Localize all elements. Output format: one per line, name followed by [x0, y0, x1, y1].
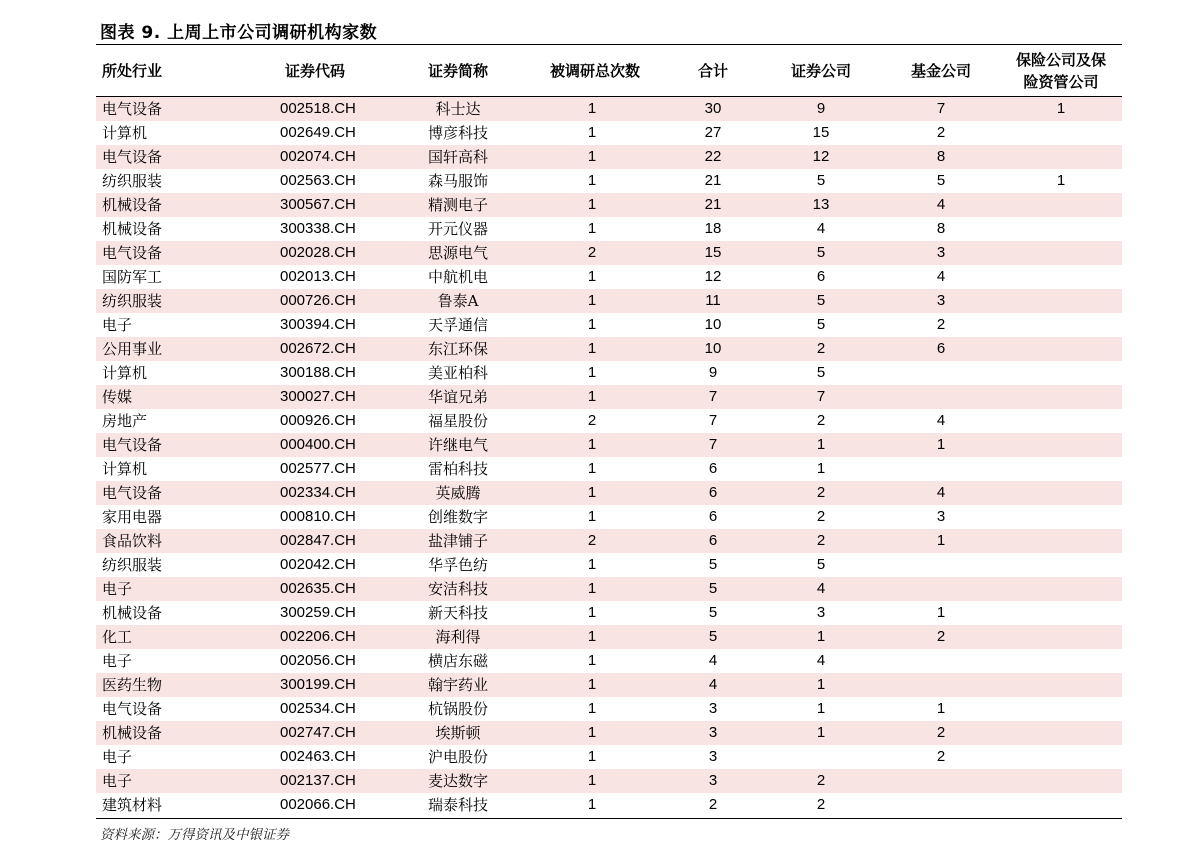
- cell-insurance: [1021, 385, 1101, 409]
- cell-fund: 2: [936, 316, 946, 333]
- cell-times: 1: [587, 724, 597, 741]
- cell-name: 科士达: [435, 100, 481, 118]
- cell-industry: 电子: [102, 772, 133, 790]
- cell-insurance: [1021, 457, 1101, 481]
- cell-total: 4: [708, 652, 718, 669]
- table-row: [96, 529, 1122, 553]
- cell-insurance: [1021, 433, 1101, 457]
- cell-total: 30: [704, 100, 722, 117]
- cell-industry: 食品饮料: [102, 532, 163, 550]
- cell-times: 1: [587, 220, 597, 237]
- cell-insurance: [1021, 553, 1101, 577]
- cell-times: 1: [587, 628, 597, 645]
- cell-name: 沪电股份: [427, 748, 488, 766]
- cell-fund: 2: [936, 748, 946, 765]
- table-row: [96, 481, 1122, 505]
- cell-securities: 1: [816, 436, 826, 453]
- cell-securities: 2: [816, 772, 826, 789]
- cell-name: 麦达数字: [427, 772, 488, 790]
- table-row: [96, 793, 1122, 817]
- cell-total: 11: [705, 292, 721, 309]
- cell-code: 002747.CH: [280, 724, 356, 741]
- cell-code: 002056.CH: [280, 652, 356, 669]
- cell-total: 22: [704, 148, 722, 165]
- cell-securities: 5: [816, 364, 826, 381]
- cell-insurance: [1021, 289, 1101, 313]
- cell-name: 雷柏科技: [427, 460, 488, 478]
- cell-insurance: [1021, 673, 1101, 697]
- cell-total: 9: [708, 364, 718, 381]
- cell-fund: [901, 553, 981, 577]
- cell-industry: 传媒: [102, 388, 133, 406]
- cell-total: 5: [708, 580, 718, 597]
- cell-name: 创维数字: [427, 508, 488, 526]
- cell-securities: 12: [812, 148, 830, 165]
- cell-fund: [901, 361, 981, 385]
- table-row: [96, 625, 1122, 649]
- table-row: [96, 97, 1122, 121]
- cell-total: 5: [708, 604, 718, 621]
- cell-total: 7: [708, 388, 718, 405]
- cell-industry: 电气设备: [102, 436, 163, 454]
- cell-total: 18: [704, 220, 722, 237]
- cell-times: 1: [587, 100, 597, 117]
- table-bottom-rule: [96, 818, 1122, 819]
- header-times: 被调研总次数: [549, 62, 640, 80]
- cell-fund: 1: [936, 604, 946, 621]
- cell-code: 300199.CH: [280, 676, 356, 693]
- cell-fund: [901, 649, 981, 673]
- cell-times: 1: [587, 700, 597, 717]
- cell-code: 002518.CH: [280, 100, 356, 117]
- cell-times: 1: [587, 196, 597, 213]
- cell-total: 3: [708, 700, 718, 717]
- cell-total: 21: [704, 172, 722, 189]
- cell-securities: 1: [816, 724, 826, 741]
- cell-securities: 15: [812, 124, 830, 141]
- cell-name: 华谊兄弟: [427, 388, 488, 406]
- table-row: [96, 169, 1122, 193]
- header-insurance: 保险公司及保 险资管公司: [1015, 51, 1106, 91]
- table-row: [96, 241, 1122, 265]
- cell-name: 翰宇药业: [427, 676, 488, 694]
- cell-times: 1: [587, 172, 597, 189]
- cell-name: 英威腾: [435, 484, 481, 502]
- cell-securities: 1: [816, 700, 826, 717]
- cell-name: 思源电气: [427, 244, 488, 262]
- cell-name: 埃斯顿: [435, 724, 481, 742]
- figure-title: 图表 9. 上周上市公司调研机构家数: [100, 23, 378, 43]
- cell-total: 12: [704, 268, 722, 285]
- cell-times: 1: [587, 364, 597, 381]
- cell-name: 福星股份: [427, 412, 488, 430]
- cell-insurance: [1021, 745, 1101, 769]
- cell-insurance: [1021, 409, 1101, 433]
- table-row: [96, 217, 1122, 241]
- cell-name: 森马服饰: [427, 172, 488, 190]
- header-securities: 证券公司: [790, 62, 851, 80]
- source-note: 资料来源：万得资讯及中银证券: [100, 827, 289, 843]
- cell-code: 300338.CH: [280, 220, 356, 237]
- cell-times: 1: [587, 292, 597, 309]
- cell-industry: 建筑材料: [102, 796, 163, 814]
- cell-insurance: [1021, 313, 1101, 337]
- table-row: [96, 145, 1122, 169]
- cell-total: 5: [708, 628, 718, 645]
- cell-fund: 4: [936, 484, 946, 501]
- cell-code: 300027.CH: [280, 388, 356, 405]
- cell-fund: 3: [936, 508, 946, 525]
- cell-total: 5: [708, 556, 718, 573]
- cell-total: 6: [708, 460, 718, 477]
- cell-total: 10: [704, 316, 722, 333]
- cell-fund: 2: [936, 724, 946, 741]
- cell-times: 1: [587, 268, 597, 285]
- cell-securities: 5: [816, 316, 826, 333]
- cell-times: 1: [587, 604, 597, 621]
- cell-industry: 机械设备: [102, 196, 163, 214]
- cell-fund: 4: [936, 268, 946, 285]
- cell-insurance: [1021, 241, 1101, 265]
- cell-securities: 2: [816, 340, 826, 357]
- table-body: [96, 97, 1122, 817]
- cell-industry: 机械设备: [102, 604, 163, 622]
- cell-total: 3: [708, 748, 718, 765]
- cell-name: 东江环保: [427, 340, 488, 358]
- cell-name: 海利得: [435, 628, 481, 646]
- cell-code: 002042.CH: [280, 556, 356, 573]
- cell-times: 2: [587, 532, 597, 549]
- cell-name: 开元仪器: [427, 220, 488, 238]
- cell-insurance: 1: [1056, 100, 1066, 117]
- cell-times: 1: [587, 652, 597, 669]
- cell-securities: 2: [816, 532, 826, 549]
- cell-industry: 机械设备: [102, 220, 163, 238]
- cell-code: 300394.CH: [280, 316, 356, 333]
- cell-fund: 4: [936, 196, 946, 213]
- header-code: 证券代码: [284, 62, 345, 80]
- cell-total: 4: [708, 676, 718, 693]
- cell-fund: [901, 385, 981, 409]
- cell-total: 6: [708, 508, 718, 525]
- cell-insurance: [1021, 121, 1101, 145]
- cell-fund: [901, 769, 981, 793]
- cell-securities: 4: [816, 220, 826, 237]
- cell-securities: 4: [816, 580, 826, 597]
- cell-insurance: [1021, 529, 1101, 553]
- cell-securities: 13: [812, 196, 830, 213]
- cell-securities: 5: [816, 244, 826, 261]
- cell-code: 000400.CH: [280, 436, 356, 453]
- cell-insurance: 1: [1056, 172, 1066, 189]
- cell-industry: 计算机: [102, 124, 148, 142]
- cell-fund: 7: [936, 100, 946, 117]
- cell-industry: 医药生物: [102, 676, 163, 694]
- cell-name: 美亚柏科: [427, 364, 488, 382]
- cell-industry: 公用事业: [102, 340, 163, 358]
- cell-insurance: [1021, 193, 1101, 217]
- cell-name: 精测电子: [427, 196, 488, 214]
- cell-code: 002074.CH: [280, 148, 356, 165]
- cell-industry: 计算机: [102, 364, 148, 382]
- cell-code: 000726.CH: [280, 292, 356, 309]
- cell-total: 3: [708, 772, 718, 789]
- header-industry: 所处行业: [102, 62, 163, 80]
- table-row: [96, 457, 1122, 481]
- cell-industry: 计算机: [102, 460, 148, 478]
- cell-times: 1: [587, 460, 597, 477]
- cell-insurance: [1021, 793, 1101, 817]
- cell-times: 1: [587, 580, 597, 597]
- cell-insurance: [1021, 625, 1101, 649]
- cell-times: 1: [587, 148, 597, 165]
- cell-securities: 5: [816, 172, 826, 189]
- cell-total: 6: [708, 532, 718, 549]
- cell-total: 27: [704, 124, 722, 141]
- cell-insurance: [1021, 217, 1101, 241]
- table-row: [96, 649, 1122, 673]
- cell-code: 002563.CH: [280, 172, 356, 189]
- cell-times: 1: [587, 484, 597, 501]
- cell-fund: 6: [936, 340, 946, 357]
- cell-name: 鲁泰A: [437, 292, 479, 310]
- cell-name: 安洁科技: [427, 580, 488, 598]
- cell-insurance: [1021, 265, 1101, 289]
- cell-insurance: [1021, 505, 1101, 529]
- cell-times: 1: [587, 436, 597, 453]
- table-header: [96, 46, 1122, 96]
- cell-code: 002649.CH: [280, 124, 356, 141]
- cell-securities: 7: [816, 388, 826, 405]
- cell-times: 1: [587, 796, 597, 813]
- cell-code: 300567.CH: [280, 196, 356, 213]
- cell-code: 002137.CH: [280, 772, 356, 789]
- cell-code: 002028.CH: [280, 244, 356, 261]
- cell-industry: 房地产: [102, 412, 148, 430]
- cell-code: 002534.CH: [280, 700, 356, 717]
- cell-securities: 4: [816, 652, 826, 669]
- cell-industry: 电气设备: [102, 484, 163, 502]
- cell-insurance: [1021, 145, 1101, 169]
- cell-times: 1: [587, 388, 597, 405]
- cell-industry: 电子: [102, 316, 133, 334]
- cell-securities: 2: [816, 796, 826, 813]
- cell-times: 1: [587, 340, 597, 357]
- cell-industry: 电子: [102, 580, 133, 598]
- header-total: 合计: [697, 62, 728, 80]
- cell-times: 1: [587, 676, 597, 693]
- cell-industry: 电气设备: [102, 700, 163, 718]
- cell-industry: 纺织服装: [102, 556, 163, 574]
- cell-industry: 纺织服装: [102, 292, 163, 310]
- cell-code: 002066.CH: [280, 796, 356, 813]
- table-row: [96, 265, 1122, 289]
- cell-securities: [781, 745, 861, 769]
- cell-times: 1: [587, 508, 597, 525]
- cell-fund: 1: [936, 436, 946, 453]
- cell-fund: 5: [936, 172, 946, 189]
- table-row: [96, 121, 1122, 145]
- cell-code: 300259.CH: [280, 604, 356, 621]
- cell-industry: 电气设备: [102, 148, 163, 166]
- cell-industry: 家用电器: [102, 508, 163, 526]
- cell-code: 002334.CH: [280, 484, 356, 501]
- table-row: [96, 505, 1122, 529]
- cell-total: 2: [708, 796, 718, 813]
- table-row: [96, 409, 1122, 433]
- cell-name: 中航机电: [427, 268, 488, 286]
- table-row: [96, 313, 1122, 337]
- cell-fund: 4: [936, 412, 946, 429]
- cell-fund: [901, 577, 981, 601]
- table-row: [96, 601, 1122, 625]
- header-fund: 基金公司: [910, 62, 971, 80]
- table-row: [96, 361, 1122, 385]
- cell-name: 博彦科技: [427, 124, 488, 142]
- cell-total: 6: [708, 484, 718, 501]
- cell-total: 10: [704, 340, 722, 357]
- cell-code: 300188.CH: [280, 364, 356, 381]
- table-row: [96, 193, 1122, 217]
- cell-industry: 电气设备: [102, 100, 163, 118]
- cell-code: 002635.CH: [280, 580, 356, 597]
- table-row: [96, 673, 1122, 697]
- cell-securities: 2: [816, 508, 826, 525]
- cell-securities: 5: [816, 292, 826, 309]
- table-row: [96, 745, 1122, 769]
- cell-times: 1: [587, 772, 597, 789]
- table-row: [96, 769, 1122, 793]
- cell-insurance: [1021, 361, 1101, 385]
- cell-name: 盐津铺子: [427, 532, 488, 550]
- cell-fund: [901, 673, 981, 697]
- cell-securities: 1: [816, 676, 826, 693]
- cell-securities: 2: [816, 484, 826, 501]
- cell-insurance: [1021, 769, 1101, 793]
- cell-industry: 国防军工: [102, 268, 163, 286]
- cell-total: 3: [708, 724, 718, 741]
- cell-industry: 电子: [102, 652, 133, 670]
- cell-code: 002847.CH: [280, 532, 356, 549]
- cell-code: 002206.CH: [280, 628, 356, 645]
- cell-total: 7: [708, 412, 718, 429]
- cell-insurance: [1021, 721, 1101, 745]
- table-row: [96, 577, 1122, 601]
- cell-fund: [901, 793, 981, 817]
- cell-total: 7: [708, 436, 718, 453]
- cell-securities: 3: [816, 604, 826, 621]
- cell-times: 2: [587, 244, 597, 261]
- cell-name: 杭锅股份: [427, 700, 488, 718]
- cell-code: 002577.CH: [280, 460, 356, 477]
- cell-securities: 2: [816, 412, 826, 429]
- cell-times: 1: [587, 748, 597, 765]
- cell-name: 国轩高科: [427, 148, 488, 166]
- table-top-rule: [96, 44, 1122, 45]
- cell-name: 许继电气: [427, 436, 488, 454]
- cell-securities: 6: [816, 268, 826, 285]
- cell-insurance: [1021, 481, 1101, 505]
- cell-fund: 8: [936, 148, 946, 165]
- cell-times: 1: [587, 124, 597, 141]
- cell-name: 瑞泰科技: [427, 796, 488, 814]
- table-row: [96, 289, 1122, 313]
- cell-total: 15: [704, 244, 722, 261]
- table-row: [96, 553, 1122, 577]
- cell-industry: 纺织服装: [102, 172, 163, 190]
- table-row: [96, 721, 1122, 745]
- cell-securities: 9: [816, 100, 826, 117]
- cell-code: 000810.CH: [280, 508, 356, 525]
- cell-total: 21: [704, 196, 722, 213]
- table-row: [96, 337, 1122, 361]
- cell-code: 002013.CH: [280, 268, 356, 285]
- cell-code: 002463.CH: [280, 748, 356, 765]
- cell-industry: 机械设备: [102, 724, 163, 742]
- cell-insurance: [1021, 337, 1101, 361]
- cell-insurance: [1021, 649, 1101, 673]
- table-row: [96, 697, 1122, 721]
- cell-times: 1: [587, 316, 597, 333]
- cell-securities: 5: [816, 556, 826, 573]
- cell-industry: 化工: [102, 628, 133, 646]
- cell-fund: 2: [936, 124, 946, 141]
- cell-times: 2: [587, 412, 597, 429]
- table-row: [96, 433, 1122, 457]
- cell-fund: 3: [936, 292, 946, 309]
- cell-fund: 8: [936, 220, 946, 237]
- cell-insurance: [1021, 577, 1101, 601]
- cell-insurance: [1021, 601, 1101, 625]
- cell-name: 华孚色纺: [427, 556, 488, 574]
- cell-name: 新天科技: [427, 604, 488, 622]
- cell-times: 1: [587, 556, 597, 573]
- cell-fund: 3: [936, 244, 946, 261]
- cell-fund: 1: [936, 700, 946, 717]
- cell-securities: 1: [816, 460, 826, 477]
- cell-name: 横店东磁: [427, 652, 488, 670]
- cell-name: 天孚通信: [427, 316, 488, 334]
- table-row: [96, 385, 1122, 409]
- cell-fund: [901, 457, 981, 481]
- cell-fund: 2: [936, 628, 946, 645]
- header-name: 证券简称: [427, 62, 488, 80]
- cell-securities: 1: [816, 628, 826, 645]
- cell-code: 002672.CH: [280, 340, 356, 357]
- cell-insurance: [1021, 697, 1101, 721]
- cell-fund: 1: [936, 532, 946, 549]
- cell-industry: 电气设备: [102, 244, 163, 262]
- cell-code: 000926.CH: [280, 412, 356, 429]
- cell-industry: 电子: [102, 748, 133, 766]
